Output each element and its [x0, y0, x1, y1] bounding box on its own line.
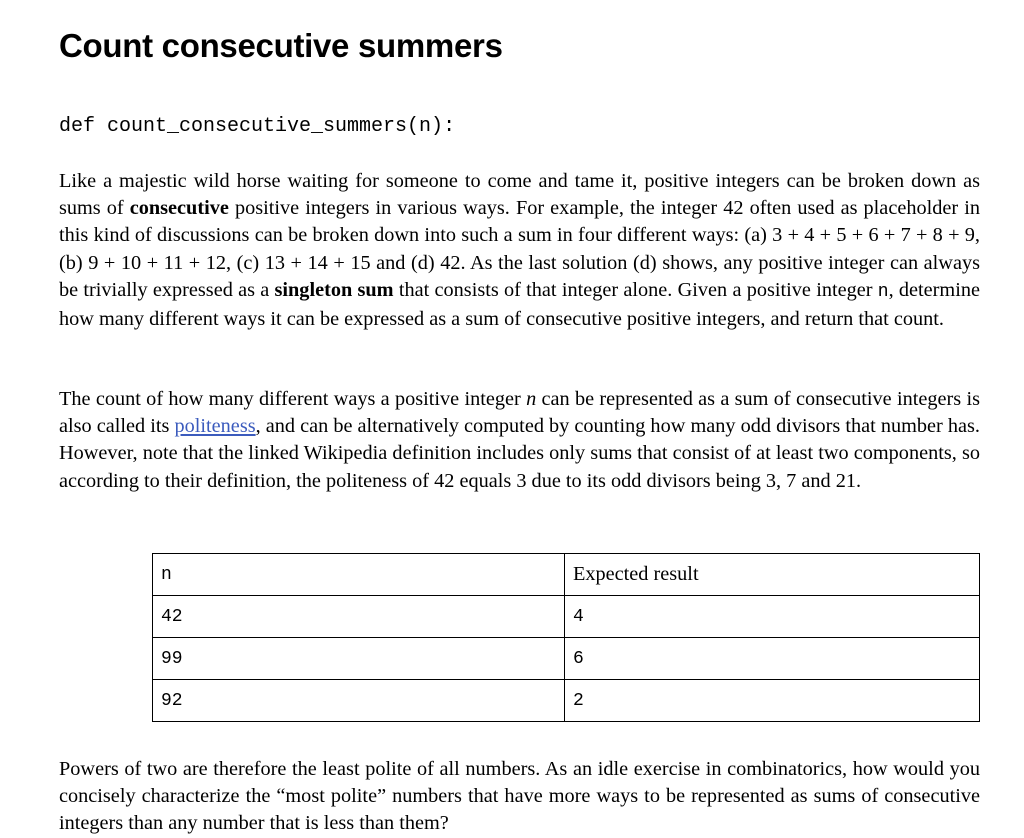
intro-bold-singleton-sum: singleton sum	[274, 278, 394, 301]
politeness-paragraph	[59, 386, 980, 495]
header-n: n	[153, 554, 565, 596]
cell-expected: 2	[565, 680, 980, 722]
intro-text-4: , determine how many different ways it can be expressed as a sum of consecutive positive integers, and return that count.	[59, 278, 980, 331]
politeness-text-1: The count of how many different ways a positive integer	[59, 388, 527, 410]
cell-n: 92	[153, 680, 565, 722]
function-signature: def count_consecutive_summers(n):	[59, 115, 456, 138]
table-header-row	[153, 554, 980, 596]
table-row	[153, 680, 980, 722]
table-row	[153, 596, 980, 638]
intro-paragraph	[59, 168, 980, 333]
closing-paragraph: Powers of two are therefore the least polite of all numbers. As an idle exercise in combinatorics, how would you concisely characterize the “most polite” numbers that have more ways to be represented as sums of consecutive integers than any number that is less than them?	[59, 758, 980, 835]
cell-n: 42	[153, 596, 565, 638]
politeness-link[interactable]: politeness	[174, 415, 256, 438]
table-row	[153, 638, 980, 680]
cell-n: 99	[153, 638, 565, 680]
politeness-text-2: can be represented as a sum of consecutive integers is also called its	[59, 388, 980, 438]
header-expected-result: Expected result	[565, 554, 980, 596]
politeness-var-n: n	[526, 388, 537, 410]
cell-expected: 4	[565, 596, 980, 638]
examples-table	[152, 553, 980, 722]
intro-code-n: n	[877, 281, 889, 302]
intro-text-2: positive integers in various ways. For example, the integer 42 often used as placeholder in this kind of discussions can be broken down into such a sum in four different ways: (a) 3 + 4 + 5 + 6 + 7 + 8 + 9, (b) 9 + 10 + 11 + 12, (c) 13 + 14 + 15 and (d) 42. As the last solution (d) shows, any positive integer can always be trivially expressed as a	[59, 197, 980, 301]
cell-expected: 6	[565, 638, 980, 680]
politeness-text-3: , and can be alternatively computed by counting how many odd divisors that number has. However, note that the linked Wikipedia definition includes only sums that consist of at least two components, so according to their definition, the politeness of 42 equals 3 due to its odd divisors being 3, 7 and 21.	[59, 415, 980, 492]
intro-text-3: that consists of that integer alone. Given a positive integer	[393, 278, 878, 301]
page-title: Count consecutive summers	[59, 27, 503, 64]
intro-text-1: Like a majestic wild horse waiting for someone to come and tame it, positive integers can be broken down as sums of	[59, 170, 980, 220]
intro-bold-consecutive: consecutive	[129, 197, 229, 220]
